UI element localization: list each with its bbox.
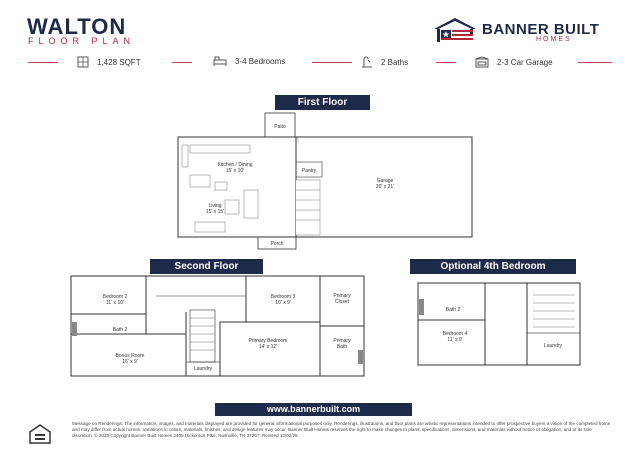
room-label-kitchen: Kitchen / Dining <box>217 162 253 168</box>
room-label-living: Living <box>208 203 222 209</box>
room-dim-bonus-room: 16' x 9' <box>122 359 138 365</box>
divider <box>436 62 456 63</box>
divider <box>312 62 352 63</box>
square-footage-icon <box>77 56 89 68</box>
banner-built-logo-icon <box>432 16 478 44</box>
plan-subtitle: FLOOR PLAN <box>28 36 136 46</box>
divider <box>28 62 58 63</box>
room-dim-primary-bedroom: 14' x 12' <box>258 344 278 350</box>
room-label-laundry-optional: Laundry <box>543 343 563 349</box>
website-link[interactable]: www.bannerbuilt.com <box>215 403 412 416</box>
room-dim-bedroom-4: 11' x 9' <box>447 337 463 343</box>
stat-sqft-label: 1,428 SQFT <box>97 57 141 67</box>
brand-subtitle: HOMES <box>536 36 572 43</box>
room-label-bedroom-3: Bedroom 3 <box>270 294 296 300</box>
room-dim-bedroom-3: 10' x 9' <box>275 300 291 306</box>
disclaimer-text: Message on Renderings: The information, images, and materials displayed are provided for general informational purposes only. Renderings, illustrations, and floor plans are artistic representations intended to offer prospective buyers a vision of the completed home and may differ from actual homes. Variations in colors, materials, finishes, and design features may occur. Banner Built Homes reserves the right to make changes to plans, specifications, dimensions, and materials without notice or obligation, and at its sole discretion. © 2025 Copyright Banner Built Homes 2405 Dickerson Pike, Nashville, TN 37207. Revised 12/02/25 <box>72 421 611 438</box>
room-dim-garage: 20' x 21' <box>375 184 395 190</box>
room-label-primary-bath-1: Primary <box>333 338 351 344</box>
first-floor-plan <box>170 110 480 255</box>
bed-icon <box>213 56 227 66</box>
room-label-patio: Patio <box>274 124 286 130</box>
room-label-porch: Porch <box>270 241 284 247</box>
stat-bedrooms <box>213 56 285 66</box>
stat-garage-label: 2-3 Car Garage <box>497 57 553 67</box>
divider <box>578 62 612 63</box>
room-label-bedroom-4: Bedroom 4 <box>442 331 468 337</box>
second-floor-banner: Second Floor <box>150 259 263 274</box>
room-label-bath-2-optional: Bath 2 <box>445 307 461 313</box>
room-label-primary-closet-2: Closet <box>334 299 350 305</box>
brand-name: BANNER BUILT <box>482 21 600 38</box>
plan-title: WALTON <box>27 14 127 39</box>
stat-garage <box>475 56 553 68</box>
second-floor-plan <box>68 272 368 380</box>
room-dim-kitchen: 15' x 10' <box>225 168 245 174</box>
stat-baths <box>361 56 408 68</box>
room-label-laundry: Laundry <box>193 366 213 372</box>
room-label-pantry: Pantry <box>301 168 317 174</box>
optional-bedroom-banner: Optional 4th Bedroom <box>410 259 576 274</box>
room-label-primary-closet-1: Primary <box>333 293 351 299</box>
room-label-bonus-room: Bonus Room <box>115 353 145 359</box>
room-label-bath-2: Bath 2 <box>112 327 128 333</box>
room-label-primary-bedroom: Primary Bedroom <box>248 338 288 344</box>
stat-bedrooms-label: 3-4 Bedrooms <box>235 56 286 66</box>
garage-icon <box>475 56 489 68</box>
first-floor-banner: First Floor <box>275 95 370 110</box>
divider <box>172 62 192 63</box>
room-label-bedroom-2: Bedroom 2 <box>102 294 128 300</box>
stat-sqft <box>77 56 141 68</box>
optional-bedroom-plan <box>415 275 585 370</box>
bath-icon <box>361 56 373 68</box>
room-label-garage: Garage <box>376 178 394 184</box>
room-dim-living: 15' x 15' <box>205 209 225 215</box>
room-label-primary-bath-2: Bath <box>336 344 348 350</box>
equal-housing-icon <box>28 424 52 444</box>
stat-baths-label: 2 Baths <box>381 57 409 67</box>
room-dim-bedroom-2: 11' x 10' <box>106 300 124 306</box>
